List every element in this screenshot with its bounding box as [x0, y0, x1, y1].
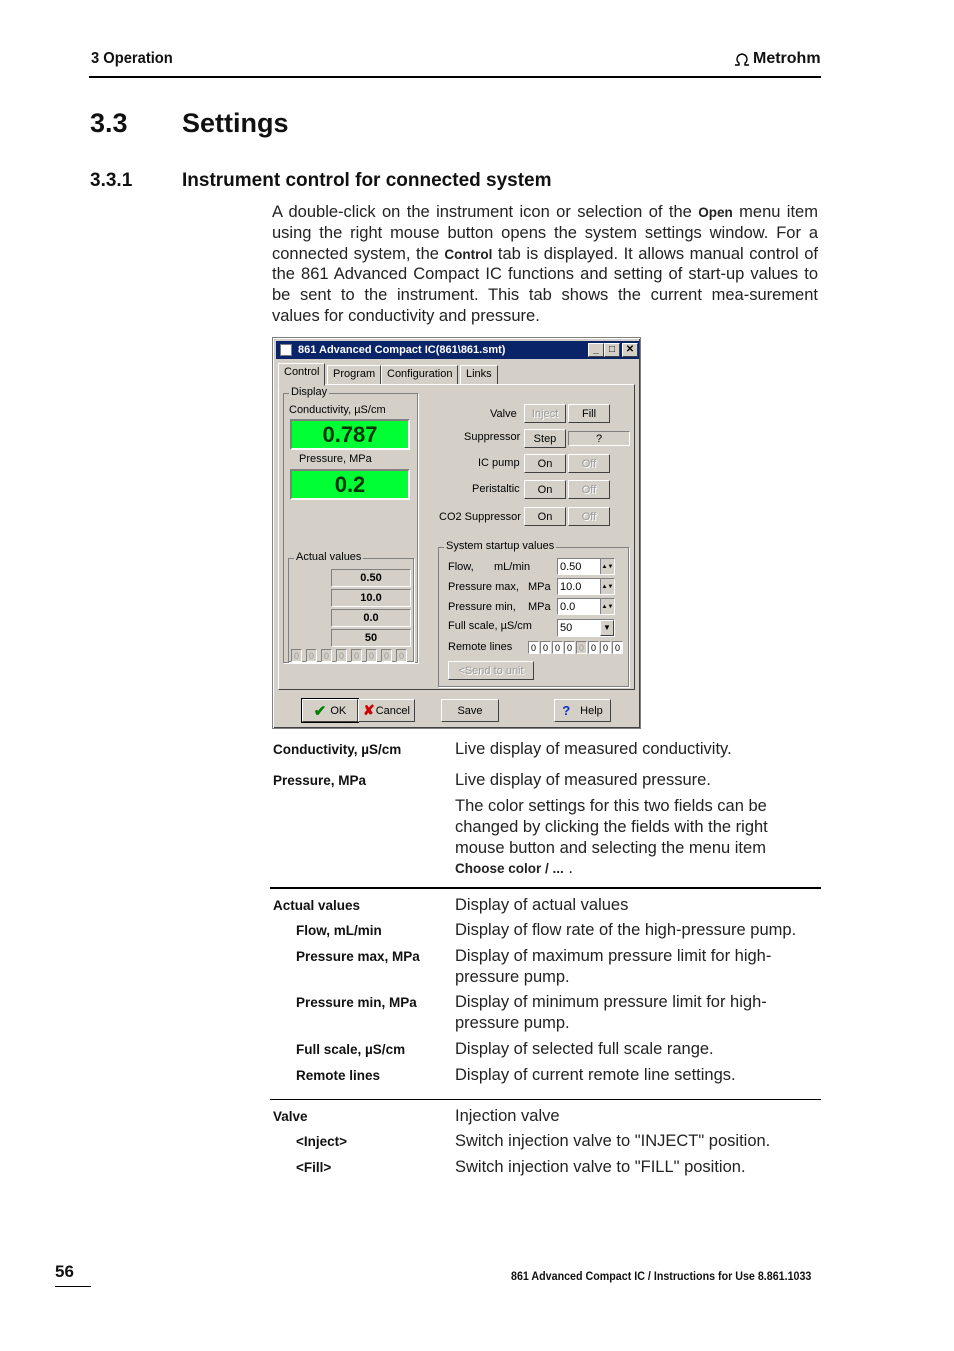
actual-pressure-min-value: 0.0	[331, 609, 411, 627]
def-color-note: The color settings for this two fields can be changed by clicking the fields with the right mouse button and selecting the menu item Choose color / ... .	[455, 797, 768, 878]
startup-full-scale-select[interactable]: 50 ▼	[557, 619, 615, 637]
def-fill: Switch injection valve to "FILL" position.	[455, 1158, 746, 1176]
ic-pump-off-button[interactable]: Off	[568, 454, 610, 473]
term-conductivity: Conductivity, µS/cm	[273, 742, 402, 757]
running-footer: 861 Advanced Compact IC / Instructions for Use 8.861.1033	[511, 1271, 812, 1283]
term-pressure: Pressure, MPa	[273, 773, 367, 788]
actual-values-label: Actual values	[296, 551, 362, 563]
startup-flow-input[interactable]: 0.50 ▲▼	[557, 558, 615, 575]
suppressor-label: Suppressor	[464, 431, 521, 443]
tab-links[interactable]: Links	[460, 365, 498, 385]
def-actual-values: Display of actual values	[455, 896, 629, 914]
send-to-unit-button[interactable]: <Send to unit	[448, 661, 534, 680]
tab-configuration[interactable]: Configuration	[381, 365, 458, 385]
actual-full-scale-value: 50	[331, 629, 411, 647]
chevron-down-icon[interactable]: ▼	[600, 620, 614, 636]
suppressor-step-button[interactable]: Step	[524, 429, 566, 448]
help-button[interactable]: ? Help	[554, 699, 611, 722]
remote-line-checkbox[interactable]: 0	[600, 641, 611, 654]
spin-arrows-icon[interactable]: ▲▼	[600, 579, 614, 594]
def-pressure-max: Display of maximum pressure limit for high-pressure pump.	[455, 947, 772, 986]
page-number-rule	[55, 1286, 91, 1287]
section-number: 3.3	[90, 108, 128, 138]
startup-flow-unit: mL/min	[494, 561, 531, 573]
close-button[interactable]: ✕	[622, 343, 638, 357]
peristaltic-off-button[interactable]: Off	[568, 480, 610, 499]
valve-inject-button[interactable]: Inject	[524, 404, 566, 423]
ok-button[interactable]: ✔ OK	[302, 699, 358, 722]
brand-logo	[733, 50, 821, 68]
term-inject: <Inject>	[296, 1134, 348, 1149]
def-flow: Display of flow rate of the high-pressure pump.	[455, 921, 797, 939]
term-pressure-max: Pressure max, MPa	[296, 949, 420, 964]
valve-fill-button[interactable]: Fill	[568, 404, 610, 423]
remote-line-checkbox[interactable]: 0	[576, 641, 587, 654]
term-pressure-min: Pressure min, MPa	[296, 995, 417, 1010]
remote-line-checkbox[interactable]: 0	[528, 641, 539, 654]
remote-lines-label: Remote lines	[448, 641, 513, 653]
remote-line-checkbox[interactable]: 0	[588, 641, 599, 654]
def-pressure-min: Display of minimum pressure limit for high-pressure pump.	[455, 993, 767, 1032]
co2-suppressor-on-button[interactable]: On	[524, 507, 566, 526]
startup-flow-label: Flow,	[448, 561, 474, 573]
actual-values-group	[288, 551, 414, 662]
section-rule	[270, 887, 821, 889]
conductivity-label: Conductivity, µS/cm	[289, 404, 386, 416]
tab-control[interactable]: Control	[278, 363, 325, 386]
header-rule	[89, 76, 821, 78]
term-full-scale: Full scale, µS/cm	[296, 1042, 406, 1057]
startup-pressure-min-input[interactable]: 0.0 ▲▼	[557, 598, 615, 615]
term-remote-lines: Remote lines	[296, 1068, 381, 1083]
remote-line-checkbox[interactable]: 0	[564, 641, 575, 654]
actual-remote-line: 0	[306, 649, 317, 662]
running-header-section: 3 Operation	[91, 50, 173, 67]
checkmark-icon: ✔	[313, 702, 327, 720]
metrohm-omega-icon	[733, 51, 751, 67]
page-number: 56	[55, 1262, 74, 1281]
keyword-open: Open	[698, 205, 733, 220]
startup-values-label: System startup values	[446, 540, 555, 552]
term-flow: Flow, mL/min	[296, 923, 382, 938]
control-tab-panel	[278, 384, 635, 690]
actual-remote-line: 0	[291, 649, 302, 662]
remote-line-checkbox[interactable]: 0	[552, 641, 563, 654]
display-group	[283, 386, 418, 663]
maximize-button[interactable]: □	[604, 343, 620, 357]
subsection-title: Instrument control for connected system	[182, 170, 552, 191]
subsection-number: 3.3.1	[90, 170, 133, 191]
co2-suppressor-label: CO2 Suppressor	[439, 511, 521, 523]
startup-pressure-max-unit: MPa	[528, 581, 551, 593]
actual-remote-line: 0	[336, 649, 347, 662]
app-icon	[280, 344, 292, 356]
co2-suppressor-off-button[interactable]: Off	[568, 507, 610, 526]
actual-remote-line: 0	[366, 649, 377, 662]
startup-pressure-max-label: Pressure max,	[448, 581, 519, 593]
def-valve: Injection valve	[455, 1107, 560, 1125]
startup-pressure-max-input[interactable]: 10.0 ▲▼	[557, 578, 615, 595]
def-conductivity: Live display of measured conductivity.	[455, 740, 732, 758]
startup-full-scale-label: Full scale, µS/cm	[448, 620, 532, 632]
actual-flow-value: 0.50	[331, 569, 411, 587]
peristaltic-on-button[interactable]: On	[524, 480, 566, 499]
brand-name: Metrohm	[753, 50, 821, 67]
ic-pump-on-button[interactable]: On	[524, 454, 566, 473]
def-full-scale: Display of selected full scale range.	[455, 1040, 714, 1058]
startup-pressure-min-unit: MPa	[528, 601, 551, 613]
section-title: Settings	[182, 108, 289, 138]
term-actual-values: Actual values	[273, 898, 361, 913]
system-settings-dialog	[272, 337, 641, 729]
dialog-title: 861 Advanced Compact IC(861\861.smt)	[298, 344, 506, 356]
actual-remote-line: 0	[381, 649, 392, 662]
dialog-titlebar	[276, 341, 639, 359]
remote-line-checkbox[interactable]: 0	[612, 641, 623, 654]
actual-pressure-max-value: 10.0	[331, 589, 411, 607]
def-remote-lines: Display of current remote line settings.	[455, 1066, 736, 1084]
intro-paragraph: A double-click on the instrument icon or selection of the Open menu item using the right mouse button opens the system settings window. For a connected system, the Control tab is displayed. It allows manual control of the 861 Advanced Compact IC functions and setting of start-up values to be sent to the instrument. This tab shows the current mea-surement values for conductivity and pressure.	[272, 203, 818, 325]
minimize-button[interactable]: _	[588, 343, 604, 357]
def-inject: Switch injection valve to "INJECT" position.	[455, 1132, 771, 1150]
term-valve: Valve	[273, 1109, 308, 1124]
cancel-x-icon: ✘	[363, 702, 375, 718]
ic-pump-label: IC pump	[478, 457, 520, 469]
remote-line-checkbox[interactable]: 0	[540, 641, 551, 654]
cancel-button[interactable]: ✘ Cancel	[358, 699, 415, 722]
tab-program[interactable]: Program	[327, 365, 381, 385]
pressure-display[interactable]: 0.2	[290, 469, 410, 500]
actual-remote-line: 0	[396, 649, 407, 662]
valve-label: Valve	[490, 408, 517, 420]
save-button[interactable]: Save	[441, 699, 499, 722]
display-group-label: Display	[291, 386, 328, 398]
section-rule	[270, 1099, 821, 1100]
startup-values-group	[438, 540, 629, 687]
startup-pressure-min-label: Pressure min,	[448, 601, 516, 613]
conductivity-display[interactable]: 0.787	[290, 419, 410, 450]
pressure-label: Pressure, MPa	[299, 453, 372, 465]
peristaltic-label: Peristaltic	[472, 483, 520, 495]
keyword-control: Control	[444, 246, 493, 262]
keyword-choose-color: Choose color / ...	[455, 861, 564, 877]
term-fill: <Fill>	[296, 1160, 332, 1175]
spin-arrows-icon[interactable]: ▲▼	[600, 599, 614, 614]
actual-remote-line: 0	[321, 649, 332, 662]
actual-remote-line: 0	[351, 649, 362, 662]
question-mark-icon: ?	[562, 703, 571, 718]
spin-arrows-icon[interactable]: ▲▼	[600, 559, 614, 574]
def-pressure: Live display of measured pressure.	[455, 771, 711, 789]
suppressor-status: ?	[568, 431, 630, 446]
